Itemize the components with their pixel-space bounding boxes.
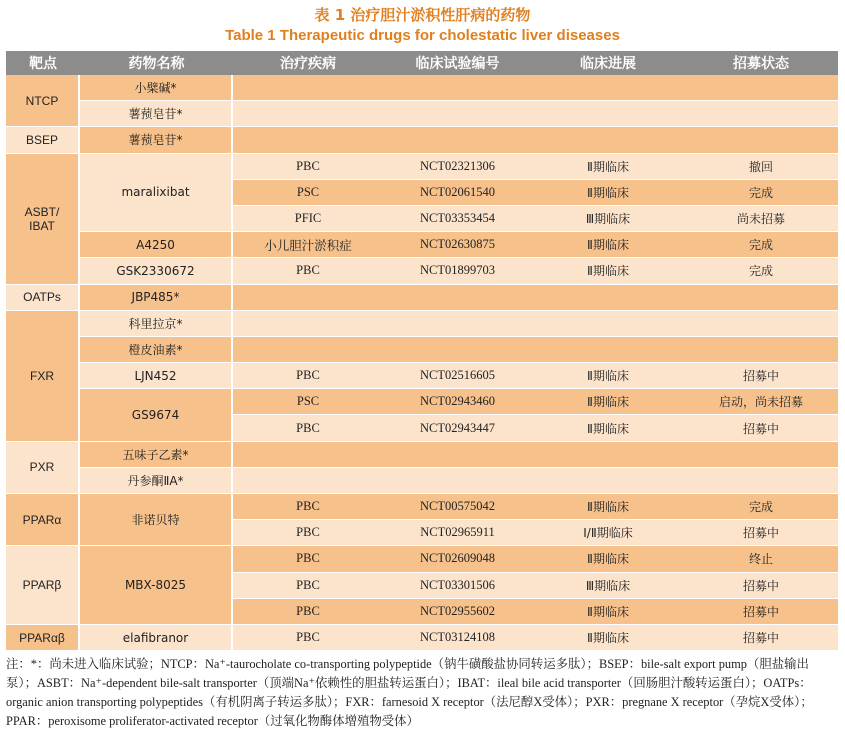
drug-name-cell: GS9674 [80,389,233,441]
status-cell: 招募中 [684,599,838,625]
drug-name-cell: 五味子乙素* [80,442,233,468]
status-cell: 终止 [684,546,838,572]
table-title-cn: 表 1 治疗胆汁淤积性肝病的药物 [314,6,531,24]
phase-cell: Ⅱ期临床 [532,494,684,520]
trial-id-cell: NCT02965911 [383,520,532,546]
disease-cell: PSC [233,180,383,206]
drug-name-cell: 薯蓣皂苷* [80,127,233,153]
table-row [6,258,838,284]
drug-name-cell: JBP485* [80,285,233,311]
target-cell: BSEP [6,127,80,153]
trial-id-cell: NCT02955602 [383,599,532,625]
table-row [6,101,838,127]
status-cell: 完成 [684,494,838,520]
disease-cell: PBC [233,520,383,546]
trial-id-cell [383,311,532,337]
phase-cell [532,127,684,153]
table-row [6,75,838,101]
drug-name-cell: 非诺贝特 [80,494,233,546]
disease-cell: PBC [233,625,383,651]
disease-cell: PBC [233,546,383,572]
phase-cell [532,101,684,127]
target-cell: PPARβ [6,546,80,625]
phase-cell: Ⅱ期临床 [532,415,684,441]
status-cell [684,127,838,153]
table-row [6,285,838,311]
footnote: 注：*：尚未进入临床试验；NTCP：Na⁺-taurocholate co-transporting polypeptide（钠牛磺酸盐协同转运多肽）；BSEP：bile-salt export pump（胆盐输出泵）；ASBT：Na⁺-dependent bile-salt transporter（顶端Na⁺依赖性的胆盐转运蛋白）；IBAT：ileal bile acid transporter（回肠胆汁酸转运蛋白）；OATPs：organic anion transporting polypeptides（有机阴离子转运多肽）；FXR：farnesoid X receptor（法尼醇X受体）；PXR：pregnane X receptor（孕烷X受体）；PPAR：peroxisome proliferator-activated receptor（过氧化物酶体增殖物受体） [6,657,813,728]
disease-cell [233,101,383,127]
status-cell: 招募中 [684,363,838,389]
header-drug-name: 药物名称 [80,51,233,75]
table-header-row [6,51,838,75]
target-cell: OATPs [6,285,80,311]
status-cell: 完成 [684,180,838,206]
drug-name-cell: A4250 [80,232,233,258]
phase-cell: Ⅱ期临床 [532,154,684,180]
trial-id-cell: NCT02943460 [383,389,532,415]
target-cell: PPARα [6,494,80,546]
disease-cell [233,75,383,101]
header-status: 招募状态 [684,51,838,75]
table-row [6,363,838,389]
table-title-en: Table 1 Therapeutic drugs for cholestatic liver diseases [225,27,620,44]
table-row [6,154,838,180]
table-row [6,127,838,153]
trial-id-cell [383,337,532,363]
trial-id-cell: NCT02630875 [383,232,532,258]
phase-cell: Ⅲ期临床 [532,206,684,232]
status-cell [684,101,838,127]
disease-cell [233,311,383,337]
phase-cell [532,285,684,311]
drug-name-cell: 小檗碱* [80,75,233,101]
trial-id-cell [383,468,532,494]
disease-cell [233,285,383,311]
status-cell [684,311,838,337]
status-cell [684,285,838,311]
disease-cell: PBC [233,363,383,389]
phase-cell: Ⅱ期临床 [532,363,684,389]
drug-name-cell: MBX-8025 [80,546,233,625]
trial-id-cell: NCT03353454 [383,206,532,232]
status-cell: 尚未招募 [684,206,838,232]
table-row [6,546,838,572]
trial-id-cell: NCT01899703 [383,258,532,284]
disease-cell: PBC [233,154,383,180]
status-cell: 招募中 [684,625,838,651]
phase-cell: Ⅱ期临床 [532,258,684,284]
disease-cell [233,127,383,153]
disease-cell: PBC [233,258,383,284]
status-cell: 启动，尚未招募 [684,389,838,415]
drug-table [6,51,838,651]
phase-cell: Ⅱ期临床 [532,389,684,415]
trial-id-cell [383,75,532,101]
phase-cell [532,75,684,101]
phase-cell: Ⅱ期临床 [532,546,684,572]
header-target: 靶点 [6,51,80,75]
drug-name-cell: 丹参酮ⅡA* [80,468,233,494]
header-trial-id: 临床试验编号 [383,51,532,75]
trial-id-cell: NCT02609048 [383,546,532,572]
trial-id-cell: NCT00575042 [383,494,532,520]
status-cell [684,75,838,101]
status-cell [684,442,838,468]
table-row [6,389,838,415]
phase-cell: Ⅱ期临床 [532,232,684,258]
disease-cell: 小儿胆汁淤积症 [233,232,383,258]
target-cell: FXR [6,311,80,442]
disease-cell: PBC [233,415,383,441]
header-disease: 治疗疾病 [233,51,383,75]
trial-id-cell: NCT02061540 [383,180,532,206]
status-cell: 完成 [684,232,838,258]
table-row [6,232,838,258]
table-row [6,494,838,520]
trial-id-cell [383,101,532,127]
status-cell [684,337,838,363]
table-row [6,468,838,494]
drug-name-cell: LJN452 [80,363,233,389]
trial-id-cell: NCT03301506 [383,573,532,599]
drug-name-cell: 科里拉京* [80,311,233,337]
trial-id-cell: NCT02321306 [383,154,532,180]
phase-cell: Ⅱ期临床 [532,625,684,651]
phase-cell: Ⅲ期临床 [532,573,684,599]
drug-name-cell: 橙皮油素* [80,337,233,363]
trial-id-cell: NCT02516605 [383,363,532,389]
drug-name-cell: maralixibat [80,154,233,233]
status-cell: 招募中 [684,415,838,441]
status-cell: 撤回 [684,154,838,180]
table-row [6,337,838,363]
drug-name-cell: 薯蓣皂苷* [80,101,233,127]
target-cell: PPARαβ [6,625,80,651]
phase-cell [532,311,684,337]
table-row [6,442,838,468]
trial-id-cell [383,127,532,153]
disease-cell: PBC [233,494,383,520]
disease-cell: PBC [233,599,383,625]
drug-name-cell: elafibranor [80,625,233,651]
header-phase: 临床进展 [532,51,684,75]
disease-cell [233,337,383,363]
target-cell: PXR [6,442,80,494]
status-cell: 招募中 [684,573,838,599]
table-body [6,75,838,651]
trial-id-cell: NCT02943447 [383,415,532,441]
phase-cell: Ⅱ期临床 [532,180,684,206]
target-cell: NTCP [6,75,80,127]
disease-cell [233,468,383,494]
status-cell [684,468,838,494]
table-row [6,625,838,651]
trial-id-cell [383,442,532,468]
phase-cell: Ⅱ期临床 [532,599,684,625]
phase-cell [532,468,684,494]
status-cell: 招募中 [684,520,838,546]
phase-cell: Ⅰ/Ⅱ期临床 [532,520,684,546]
drug-name-cell: GSK2330672 [80,258,233,284]
disease-cell: PFIC [233,206,383,232]
trial-id-cell: NCT03124108 [383,625,532,651]
status-cell: 完成 [684,258,838,284]
target-cell: ASBT/ IBAT [6,154,80,285]
disease-cell [233,442,383,468]
trial-id-cell [383,285,532,311]
disease-cell: PBC [233,573,383,599]
phase-cell [532,337,684,363]
phase-cell [532,442,684,468]
table-row [6,311,838,337]
disease-cell: PSC [233,389,383,415]
